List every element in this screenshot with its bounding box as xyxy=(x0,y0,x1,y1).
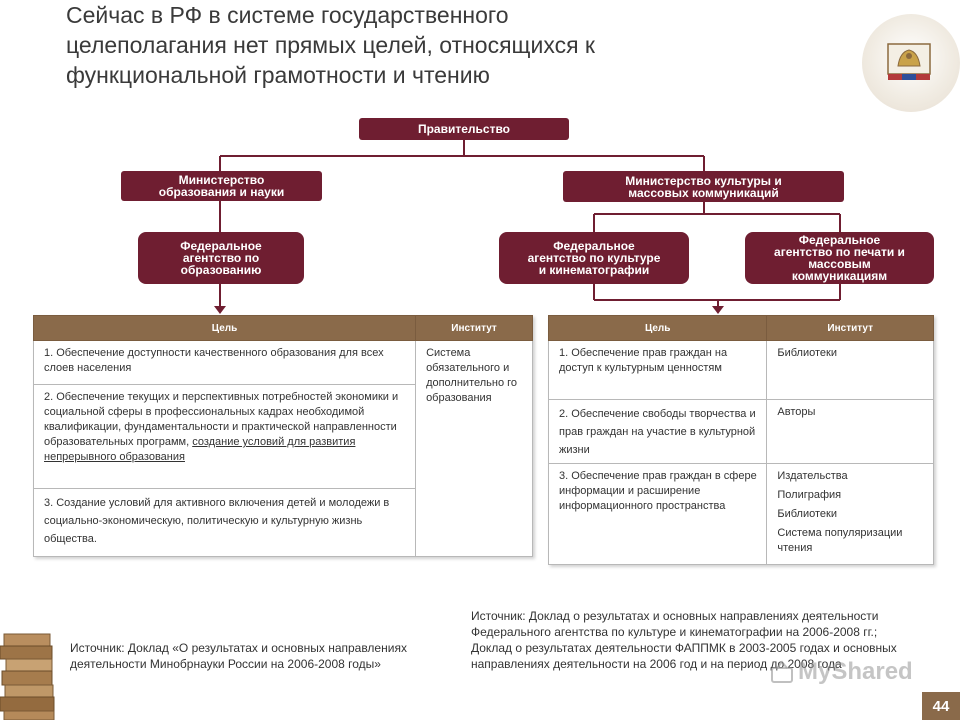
institute-item: Библиотеки xyxy=(777,508,837,520)
watermark-logo-icon xyxy=(770,660,794,684)
agency-press-node: Федеральное агентство по печати и массовым коммуникациям xyxy=(745,232,934,284)
column-header-goal: Цель xyxy=(34,316,416,341)
goal-cell: 1. Обеспечение прав граждан на доступ к культурным ценностям xyxy=(549,341,767,400)
goal-underlined-text: создание условий для развития непрерывного образования xyxy=(44,436,356,463)
table-row xyxy=(549,400,934,464)
goal-cell xyxy=(34,385,416,489)
culture-goals-table xyxy=(548,315,934,565)
table-row xyxy=(549,464,934,565)
institute-cell xyxy=(767,341,934,400)
institute-cell: Система обязательного и дополнительно го образования xyxy=(416,341,533,557)
page-number: 44 xyxy=(922,692,960,720)
source-right: Источник: Доклад о результатах и основных направлениях деятельности Федерального агентства по культуре и кинематографии на 2006-2008 гг.; Доклад о результатах деятельности ФАППМК в 2003-2005 годах и основных направлениях деятельности на 2006 год и на период до 2008 года xyxy=(471,609,897,671)
institute-item: Библиотеки xyxy=(777,347,837,359)
column-header-institute: Институт xyxy=(416,316,533,341)
column-header-goal: Цель xyxy=(549,316,767,341)
ministry-education-node: Министерство образования и науки xyxy=(121,171,322,201)
goal-cell: 1. Обеспечение доступности качественного образования для всех слоев населения xyxy=(34,341,416,385)
watermark-text: MyShared xyxy=(798,658,913,685)
agency-culture-node: Федеральное агентство по культуре и кинематографии xyxy=(499,232,689,284)
institute-cell xyxy=(767,400,934,464)
education-goals-table xyxy=(33,315,533,557)
government-node: Правительство xyxy=(359,118,569,140)
column-header-institute: Институт xyxy=(767,316,934,341)
institute-cell xyxy=(767,464,934,565)
institute-item: Полиграфия xyxy=(777,489,842,501)
institute-item: Издательства xyxy=(777,470,848,482)
goal-cell: 2. Обеспечение свободы творчества и прав граждан на участие в культурной жизни xyxy=(549,400,767,464)
institute-item: Система популяризации чтения xyxy=(777,527,903,554)
books-stack-icon xyxy=(0,628,58,720)
ministry-culture-node: Министерство культуры и массовых коммуникаций xyxy=(563,171,844,202)
goal-cell: 3. Создание условий для активного включения детей и молодежи в социально-экономическую, политическую и культурную жизнь общества. xyxy=(34,489,416,557)
slide-title: Сейчас в РФ в системе государственного целеполагания нет прямых целей, относящихся к функциональной грамотности и чтению xyxy=(66,2,595,88)
goal-text: 2. Обеспечение текущих и перспективных потребностей экономики и социальной сферы в профессиональных кадрах необходимой квалификации, фундаментальности и практической направленности образовательных программ, xyxy=(44,391,399,448)
source-left: Источник: Доклад «О результатах и основных направлениях деятельности Минобрнауки России на 2006-2008 годы» xyxy=(70,641,407,671)
table-row xyxy=(549,341,934,400)
agency-education-node: Федеральное агентство по образованию xyxy=(138,232,304,284)
table-row xyxy=(34,341,533,385)
institute-item: Авторы xyxy=(777,406,816,418)
goal-cell: 3. Обеспечение прав граждан в сфере информации и расширение информационного пространства xyxy=(549,464,767,565)
